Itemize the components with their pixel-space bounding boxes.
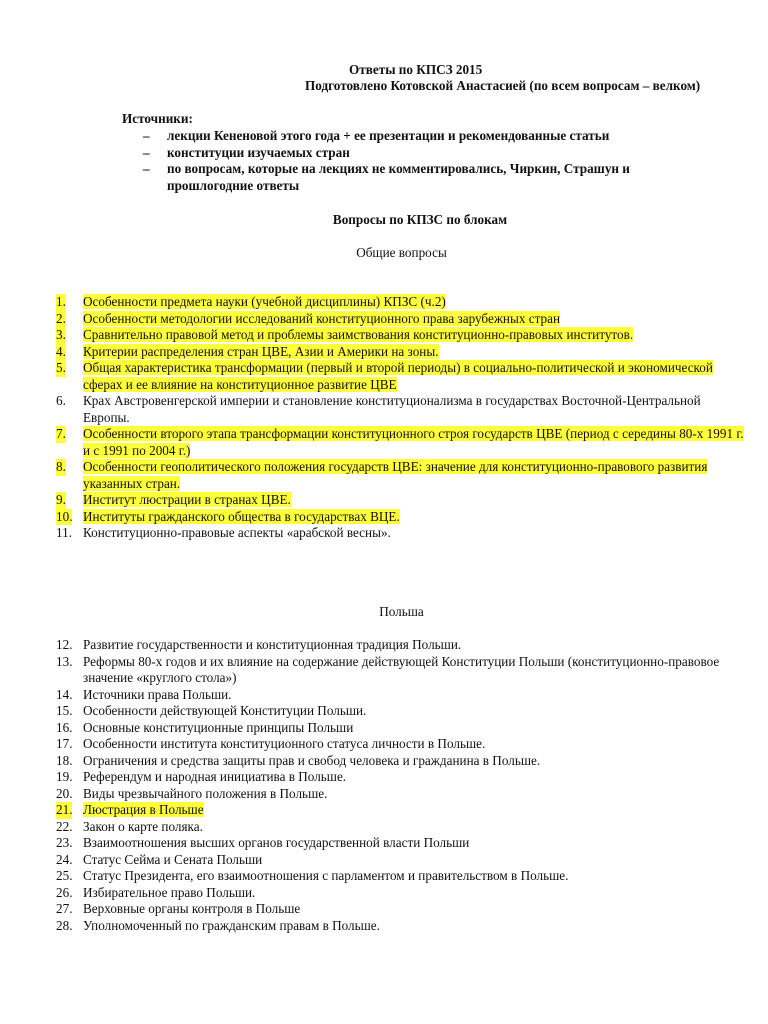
question-number: 25. [56,868,73,883]
question-number: 28. [56,917,73,933]
general-questions-list [56,294,746,542]
source-item [143,161,703,194]
question-item [56,852,746,869]
question-text: Основные конституционные принципы Польши [83,719,354,735]
question-number: 17. [56,736,73,751]
section-heading-poland: Польша [379,604,424,619]
source-text: конституции изучаемых стран [167,144,350,160]
dash-bullet: – [143,144,150,160]
question-item [56,426,746,459]
question-text: Особенности второго этапа трансформации конституционного строя государств ЦВЕ (период с середины 80-х 1991 г. и с 1991 по 2004 г.) [83,426,744,458]
question-text: Институт люстрации в странах ЦВЕ. [83,492,291,507]
question-text: Избирательное право Польши. [83,884,256,900]
question-item [56,885,746,902]
question-item [56,753,746,770]
question-item [56,654,746,687]
sources-heading: Источники: [122,111,193,126]
question-number: 20. [56,785,73,801]
question-number: 1. [56,294,66,309]
question-item [56,918,746,935]
question-item [56,459,746,492]
dash-bullet: – [143,128,150,143]
question-number: 27. [56,901,73,916]
question-text: Общая характеристика трансформации (первый и второй периоды) в социально-политической и экономической сферах и ее влияние на конституционное развитие ЦВЕ [83,360,713,392]
source-text: по вопросам, которые на лекциях не комментировались, Чиркин, Страшун и прошлогодние ответы [167,161,630,193]
question-number: 19. [56,769,73,784]
question-text: Взаимоотношения высших органов государственной власти Польши [83,835,470,850]
question-number: 12. [56,637,73,652]
question-text: Конституционно-правовые аспекты «арабской весны». [83,525,391,540]
question-number: 23. [56,835,73,850]
question-text: Особенности геополитического положения государств ЦВЕ: значение для конституционно-правового развития указанных стран. [83,459,708,491]
question-item [56,509,746,526]
question-number: 14. [56,686,73,702]
question-number: 8. [56,459,66,474]
question-item [56,769,746,786]
question-text: Люстрация в Польше [83,802,204,817]
question-number: 18. [56,752,73,768]
question-item [56,720,746,737]
question-text: Особенности института конституционного статуса личности в Польше. [83,736,486,751]
question-number: 9. [56,492,66,507]
question-item [56,492,746,509]
question-text: Институты гражданского общества в государствах ВЦЕ. [83,508,400,524]
question-number: 22. [56,818,73,834]
question-text: Виды чрезвычайного положения в Польше. [83,785,328,801]
question-text: Верховные органы контроля в Польше [83,901,301,916]
source-item [143,128,703,145]
question-item [56,703,746,720]
question-item [56,819,746,836]
question-item [56,802,746,819]
question-item [56,294,746,311]
question-text: Статус Президента, его взаимоотношения с парламентом и правительством в Польше. [83,868,569,883]
question-item [56,393,746,426]
question-item [56,360,746,393]
question-number: 16. [56,719,73,735]
question-text: Особенности методологии исследований конституционного права зарубежных стран [83,310,561,326]
question-item [56,327,746,344]
question-text: Особенности действующей Конституции Польши. [83,703,367,718]
sources-list [143,128,703,194]
question-number: 5. [56,360,66,375]
section-heading-general: Общие вопросы [356,245,447,260]
question-item [56,901,746,918]
question-text: Уполномоченный по гражданским правам в Польше. [83,917,380,933]
question-text: Референдум и народная инициатива в Польше. [83,769,347,784]
question-number: 13. [56,653,73,669]
question-text: Источники права Польши. [83,686,232,702]
question-item [56,736,746,753]
question-text: Крах Австровенгерской империи и становление конституционализма в государствах Восточной-Центральной Европы. [83,393,701,425]
question-number: 4. [56,343,66,359]
question-item [56,525,746,542]
question-item [56,637,746,654]
question-text: Ограничения и средства защиты прав и свобод человека и гражданина в Польше. [83,752,541,768]
question-item [56,344,746,361]
document-subtitle: Подготовлено Котовской Анастасией (по всем вопросам – велком) [305,78,701,93]
question-number: 26. [56,884,73,900]
question-text: Особенности предмета науки (учебной дисциплины) КПЗС (ч.2) [83,294,446,309]
question-item [56,311,746,328]
document-title: Ответы по КПСЗ 2015 [349,62,483,77]
question-number: 10. [56,508,73,524]
question-item [56,687,746,704]
question-text: Реформы 80-х годов и их влияние на содержание действующей Конституции Польши (конституционно-правовое значение «круглого стола») [83,653,720,685]
blocks-heading: Вопросы по КПЗС по блокам [332,212,508,227]
poland-questions-list [56,637,746,934]
question-text: Статус Сейма и Сената Польши [83,851,263,867]
question-number: 6. [56,393,66,408]
question-number: 21. [56,802,73,817]
source-text: лекции Кененовой этого года + ее презентации и рекомендованные статьи [167,128,610,143]
question-number: 11. [56,525,72,540]
question-item [56,786,746,803]
question-text: Закон о карте поляка. [83,818,203,834]
question-text: Сравнительно правовой метод и проблемы заимствования конституционно-правовых институтов. [83,327,634,342]
question-item [56,835,746,852]
question-number: 2. [56,310,66,326]
question-item [56,868,746,885]
source-item [143,145,703,162]
question-number: 3. [56,327,66,342]
question-text: Развитие государственности и конституционная традиция Польши. [83,637,462,652]
question-number: 24. [56,851,73,867]
question-number: 15. [56,703,73,718]
question-number: 7. [56,426,66,441]
dash-bullet: – [143,161,150,176]
question-text: Критерии распределения стран ЦВЕ, Азии и Америки на зоны. [83,343,439,359]
